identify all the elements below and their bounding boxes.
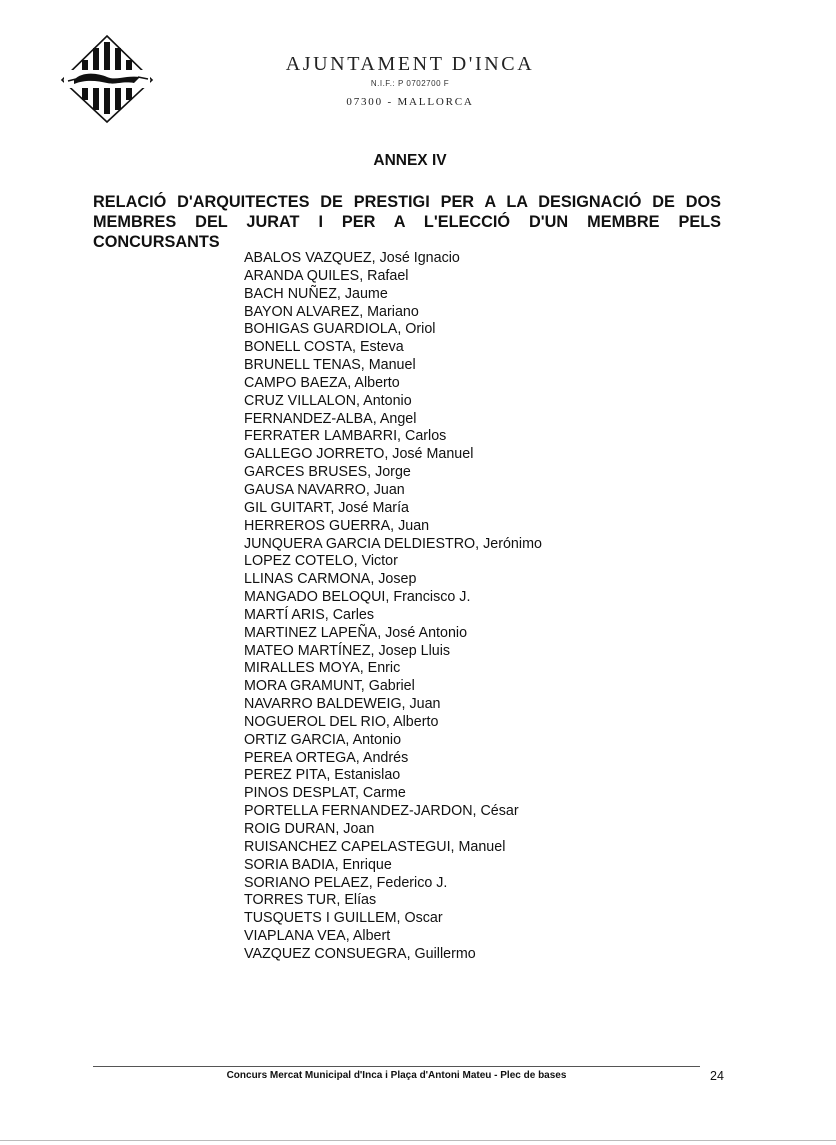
architect-list-item: FERNANDEZ-ALBA, Angel [244, 410, 417, 427]
architect-list-item: BONELL COSTA, Esteva [244, 339, 404, 356]
architect-list-item: ARANDA QUILES, Rafael [244, 267, 409, 284]
architect-list-item: BAYON ALVAREZ, Mariano [244, 303, 419, 320]
architect-list-item: LOPEZ COTELO, Victor [244, 553, 398, 570]
architect-list-item: MARTINEZ LAPEÑA, José Antonio [244, 624, 468, 641]
architect-list-item: BRUNELL TENAS, Manuel [244, 357, 416, 374]
annex-title: ANNEX IV [373, 152, 447, 169]
architect-list-item: FERRATER LAMBARRI, Carlos [244, 428, 447, 445]
architect-list-item: GARCES BRUSES, Jorge [244, 464, 411, 481]
architect-list-item: GIL GUITART, José María [244, 499, 409, 516]
architect-list-item: VAZQUEZ CONSUEGRA, Guillermo [244, 945, 476, 962]
architect-list-item: ABALOS VAZQUEZ, José Ignacio [244, 250, 460, 266]
council-nif: N.I.F.: P 0702700 F [370, 79, 450, 88]
architect-list-item: RUISANCHEZ CAPELASTEGUI, Manuel [244, 838, 506, 855]
architect-list-item: LLINAS CARMONA, Josep [244, 571, 417, 588]
footer-divider [93, 1066, 700, 1067]
architect-list-item: HERREROS GUERRA, Juan [244, 517, 430, 534]
subtitle-line: MEMBRES DEL JURAT I PER A L'ELECCIÓ D'UN MEMBRE PELS CONCURSANTS [93, 213, 721, 251]
architect-list-item: ROIG DURAN, Joan [244, 821, 375, 837]
architect-list-item: GALLEGO JORRETO, José Manuel [244, 446, 474, 463]
subtitle-line: RELACIÓ D'ARQUITECTES DE PRESTIGI PER A LA DESIGNACIÓ DE DOS [93, 193, 721, 211]
architect-list-item: NOGUEROL DEL RIO, Alberto [244, 713, 439, 730]
architect-list-item: SORIA BADIA, Enrique [244, 856, 392, 873]
architect-list-item: PORTELLA FERNANDEZ-JARDON, César [244, 803, 519, 820]
architect-list-item: MIRALLES MOYA, Enric [244, 660, 401, 677]
architect-list-item: VIAPLANA VEA, Albert [244, 928, 391, 945]
architect-list-item: TUSQUETS I GUILLEM, Oscar [244, 910, 443, 927]
municipal-coat-of-arms-logo [60, 34, 154, 124]
architect-list-item: PINOS DESPLAT, Carme [244, 785, 406, 802]
architect-list-item: TORRES TUR, Elías [244, 892, 377, 909]
architect-list-item: PEREZ PITA, Estanislao [244, 767, 401, 784]
architect-list-item: ORTIZ GARCIA, Antonio [244, 731, 402, 748]
page-number: 24 [710, 1069, 724, 1083]
architect-list-item: BACH NUÑEZ, Jaume [244, 285, 388, 302]
council-name: AJUNTAMENT D'INCA [285, 53, 535, 75]
architect-list-item: BOHIGAS GUARDIOLA, Oriol [244, 321, 436, 338]
footer-text: Concurs Mercat Municipal d'Inca i Plaça d'Antoni Mateu - Plec de bases [226, 1070, 567, 1081]
architect-list-item: NAVARRO BALDEWEIG, Juan [244, 696, 441, 713]
council-postal-city: 07300 - MALLORCA [346, 96, 474, 108]
architect-list-item: JUNQUERA GARCIA DELDIESTRO, Jerónimo [244, 535, 542, 552]
architect-list-item: CRUZ VILLALON, Antonio [244, 392, 412, 409]
architect-list-item: PEREA ORTEGA, Andrés [244, 749, 409, 766]
architect-list-item: MATEO MARTÍNEZ, Josep Lluis [244, 642, 451, 659]
architect-list-item: CAMPO BAEZA, Alberto [244, 374, 400, 391]
architect-list-item: MARTÍ ARIS, Carles [244, 606, 375, 623]
architect-list-item: SORIANO PELAEZ, Federico J. [244, 874, 448, 891]
architect-list-item: MORA GRAMUNT, Gabriel [244, 678, 415, 695]
scan-edge-line [0, 1140, 836, 1141]
architect-list-item: MANGADO BELOQUI, Francisco J. [244, 589, 471, 606]
architect-list [244, 250, 542, 964]
architect-list-item: GAUSA NAVARRO, Juan [244, 481, 405, 498]
document-subtitle [93, 192, 721, 252]
